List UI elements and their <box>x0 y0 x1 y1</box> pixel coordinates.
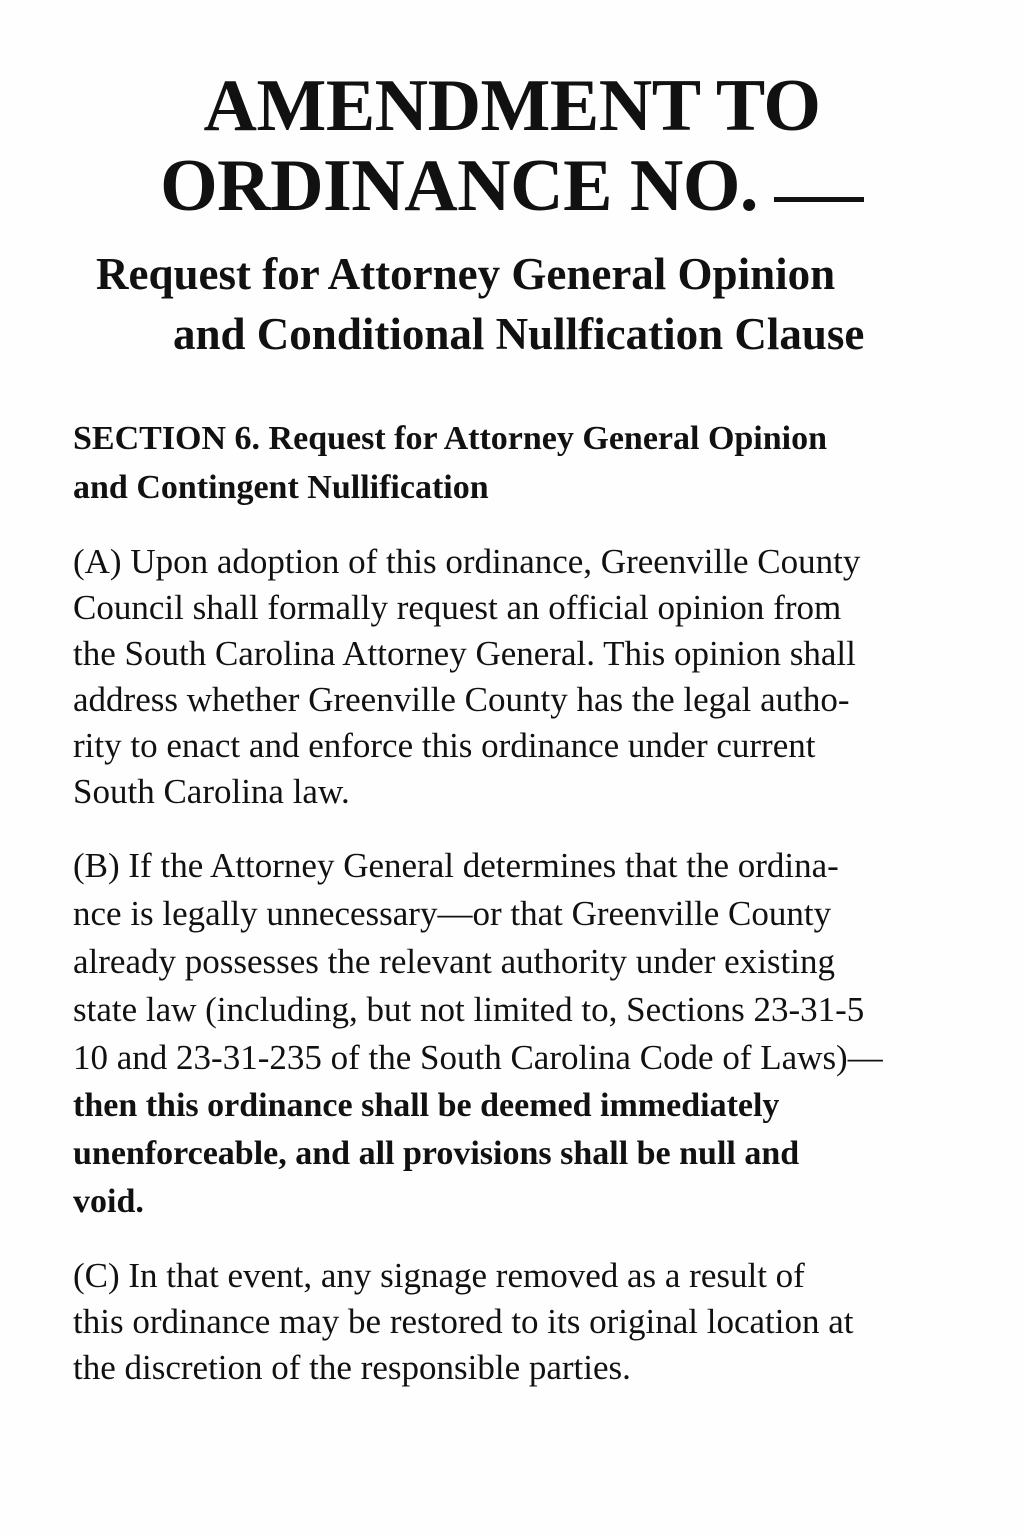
document-subtitle-line-2: and Conditional Nullfication Clause <box>173 309 865 359</box>
paragraph-a-line: (A) Upon adoption of this ordinance, Greenville County <box>73 542 861 581</box>
document-title-line-1: AMENDMENT TO <box>203 65 821 147</box>
section-heading-line-2: and Contingent Nullification <box>73 469 489 506</box>
document-subtitle-line-1: Request for Attorney General Opinion <box>96 249 836 299</box>
document-title-text: ORDINANCE NO. <box>160 145 758 227</box>
ordinance-number-blank <box>774 197 864 202</box>
paragraph-b-bold-line: then this ordinance shall be deemed immediately <box>73 1087 780 1124</box>
paragraph-c-line: the discretion of the responsible parties. <box>73 1348 631 1387</box>
paragraph-a-line: Council shall formally request an official opinion from <box>73 588 842 627</box>
paragraph-a-line: the South Carolina Attorney General. This opinion shall <box>73 634 856 673</box>
paragraph-b-line: 10 and 23-31-235 of the South Carolina Code of Laws)— <box>73 1038 883 1077</box>
paragraph-b-line: nce is legally unnecessary—or that Greenville County <box>73 894 832 933</box>
paragraph-b-line: already possesses the relevant authority under existing <box>73 942 836 981</box>
paragraph-a-line: rity to enact and enforce this ordinance under current <box>73 726 816 765</box>
document-title-line-2 <box>0 146 1024 226</box>
paragraph-c-line: this ordinance may be restored to its original location at <box>73 1302 854 1341</box>
paragraph-b-line: state law (including, but not limited to, Sections 23-31-5 <box>73 990 865 1029</box>
paragraph-a-line: address whether Greenville County has the legal autho- <box>73 680 850 719</box>
paragraph-c-line: (C) In that event, any signage removed as a result of <box>73 1256 805 1295</box>
paragraph-a-line: South Carolina law. <box>73 772 350 811</box>
paragraph-b-bold-line: void. <box>73 1183 144 1220</box>
paragraph-b-bold-line: unenforceable, and all provisions shall be null and <box>73 1135 800 1172</box>
section-heading-line-1: SECTION 6. Request for Attorney General Opinion <box>73 420 828 457</box>
paragraph-b-line: (B) If the Attorney General determines that the ordina- <box>73 846 839 885</box>
